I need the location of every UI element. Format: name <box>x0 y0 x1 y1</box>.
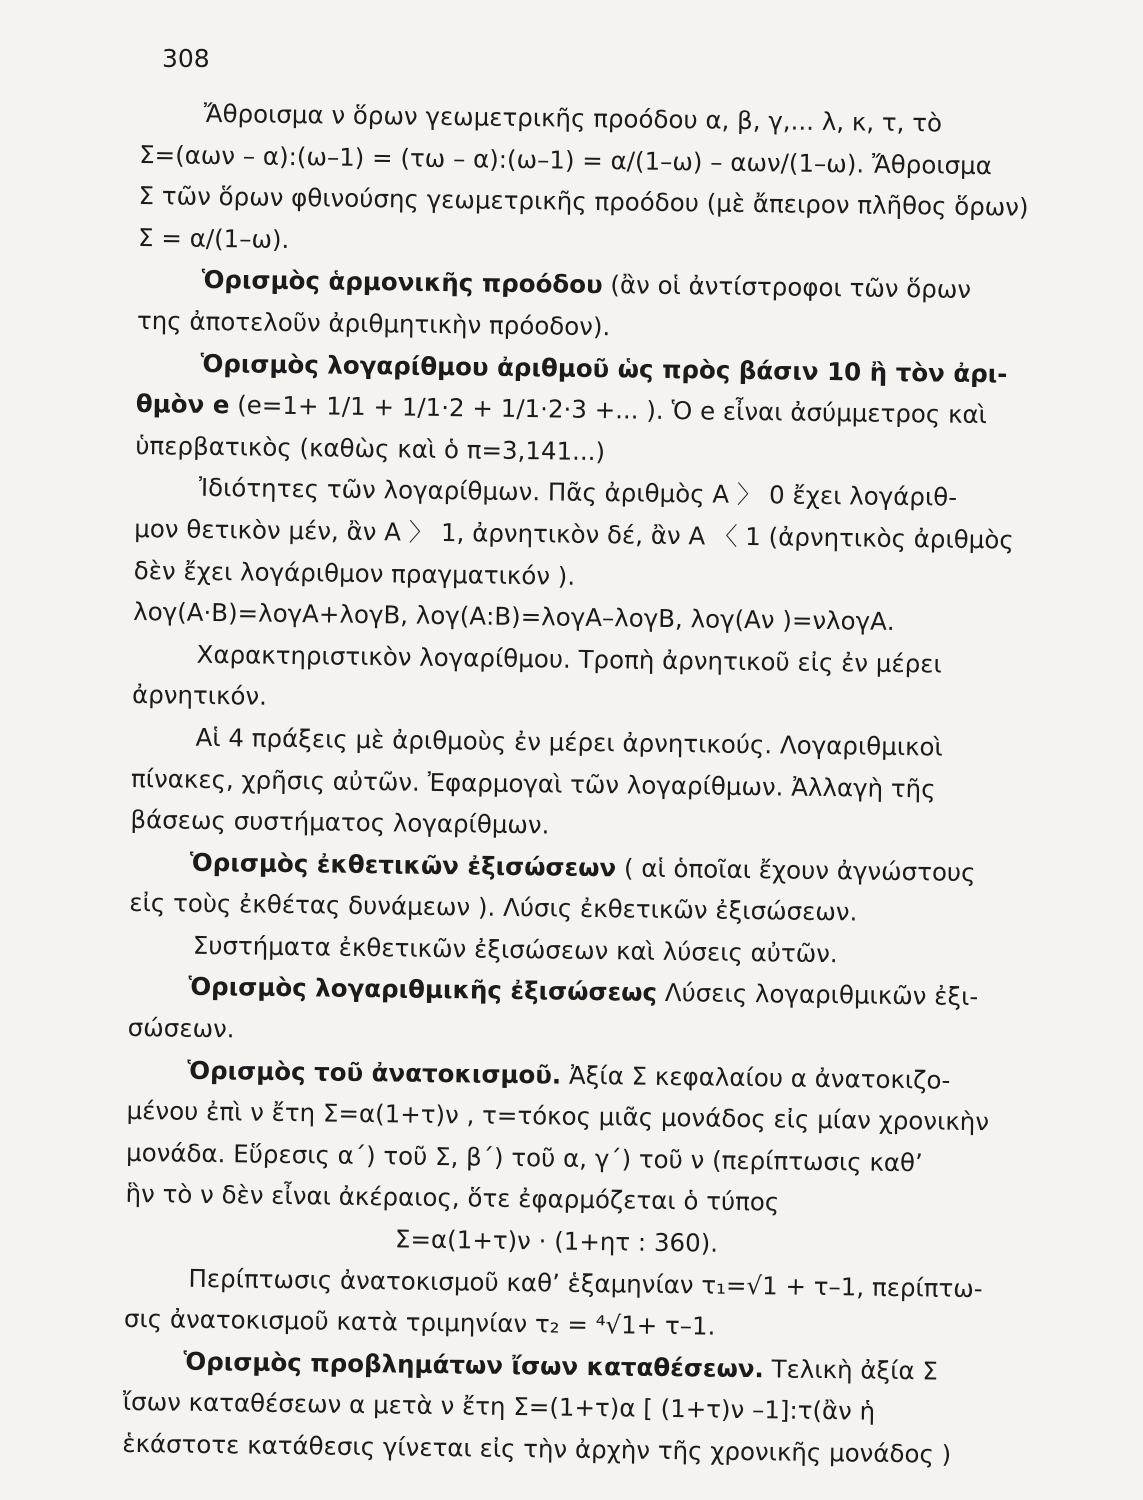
line-text: σώσεων. <box>127 1012 235 1044</box>
line-text: (e=1+ 1/1 + 1/1·2 + 1/1·2·3 +... ). Ὁ e εἶναι ἀσύμμετρος καὶ <box>229 390 988 430</box>
line-text: Ἄθροισμα ν ὅρων γεωμετρικῆς προόδου α, β, γ,... λ, κ, τ, τὸ <box>203 98 943 138</box>
line-text: σις ἀνατοκισμοῦ κατὰ τριμηνίαν τ₂ = ⁴√1+ τ–1. <box>123 1304 716 1341</box>
line-text: βάσεως συστήματος λογαρίθμων. <box>130 805 550 840</box>
line-text: Σ=α(1+τ)ν · (1+ητ : 360). <box>394 1224 719 1258</box>
page-body <box>122 92 1029 1476</box>
line-text: της ἀποτελοῦν ἀριθμητικὴν πρόοδον). <box>136 305 611 342</box>
line-text: ἴσων καταθέσεων α μετὰ ν ἔτη Σ=(1+τ)α [ (1+τ)ν –1]:τ(ἂν ἡ <box>122 1387 876 1427</box>
line-text: Ἀξία Σ κεφαλαίου α ἀνατοκιζο- <box>561 1060 951 1095</box>
line-text: πίνακες, χρῆσις αὐτῶν. Ἐφαρμογαὶ τῶν λογαρίθμων. Ἀλλαγὴ τῆς <box>130 763 936 803</box>
line-text: δὲν ἔχει λογάριθμον πραγματικόν ). <box>133 555 576 591</box>
line-text: Σ = α/(1–ω). <box>137 222 290 254</box>
line-text: ( αἱ ὁποῖαι ἔχουν ἀγνώστους <box>615 852 976 887</box>
section-heading: Ὁρισμὸς ἐκθετικῶν ἐξισώσεων <box>189 847 617 882</box>
line-text: ἣν τὸ ν δὲν εἶναι ἀκέραιος, ὅτε ἐφαρμόζεται ὁ τύπος <box>125 1179 780 1217</box>
line-text: Ἰδιότητες τῶν λογαρίθμων. Πᾶς ἀριθμὸς Α 〉 0 ἔχει λογάριθ- <box>198 473 958 513</box>
page-number: 308 <box>162 44 210 73</box>
line-text: Αἱ 4 πράξεις μὲ ἀριθμοὺς ἐν μέρει ἀρνητικούς. Λογαριθμικοὶ <box>195 722 943 762</box>
line-text: εἰς τοὺς ἐκθέτας δυνάμεων ). Λύσις ἐκθετικῶν ἐξισώσεων. <box>129 888 858 927</box>
line-text: μένου ἐπὶ ν ἔτη Σ=α(1+τ)ν , τ=τόκος μιᾶς μονάδος εἰς μίαν χρονικὴν <box>126 1096 990 1137</box>
section-heading: θμὸν e <box>135 389 230 420</box>
line-text: Σ τῶν ὅρων φθινούσης γεωμετρικῆς προόδου (μὲ ἄπειρον πλῆθος ὅρων) <box>138 181 1029 222</box>
line-text: Τελικὴ ἀξία Σ <box>763 1354 939 1386</box>
line-text: μονάδα. Εὕρεσις α΄) τοῦ Σ, β΄) τοῦ α, γ΄) τοῦ ν (περίπτωσις καθ’ <box>125 1137 924 1178</box>
section-heading: Ὁρισμὸς λογαρίθμου ἀριθμοῦ ὡς πρὸς βάσιν 10 ἢ τὸν ἀρι- <box>200 348 1008 388</box>
section-heading: Ὁρισμὸς τοῦ ἀνατοκισμοῦ. <box>187 1055 562 1090</box>
line-text: ἀρνητικόν. <box>131 680 268 712</box>
line-text: Συστήματα ἐκθετικῶν ἐξισώσεων καὶ λύσεις αὐτῶν. <box>192 930 838 969</box>
line-text: λογ(Α·Β)=λογΑ+λογΒ, λογ(Α:Β)=λογΑ–λογΒ, λογ(Αν )=νλογΑ. <box>133 597 895 637</box>
section-heading: Ὁρισμὸς ἁρμονικῆς προόδου <box>201 265 603 300</box>
line-text: Σ=(αων – α):(ω–1) = (τω – α):(ω–1) = α/(1–ω) – αων/(1–ω). Ἄθροισμα <box>138 139 993 180</box>
line-text: ἑκάστοτε κατάθεσις γίνεται εἰς τὴν ἀρχὴν τῆς χρονικῆς μονάδος ) <box>122 1428 952 1469</box>
line-text: Λύσεις λογαριθμικῶν ἐξι- <box>656 978 979 1012</box>
line-text: (ἂν οἱ ἀντίστροφοι τῶν ὅρων <box>602 270 972 305</box>
section-heading: Ὁρισμὸς λογαριθμικῆς ἐξισώσεως <box>188 972 658 1008</box>
line-text: μον θετικὸν μέν, ἂν Α 〉 1, ἀρνητικὸν δέ, ἂν Α 〈 1 (ἀρνητικὸς ἀριθμὸς <box>134 513 1014 555</box>
line-text: Χαρακτηριστικὸν λογαρίθμου. Τροπὴ ἀρνητικοῦ εἰς ἐν μέρει <box>196 639 942 679</box>
section-heading: Ὁρισμὸς προβλημάτων ἴσων καταθέσεων. <box>183 1346 765 1384</box>
line-text: ὑπερβατικὸς (καθὼς καὶ ὁ π=3,141...) <box>135 430 606 466</box>
line-text: Περίπτωσις ἀνατοκισμοῦ καθ’ ἑξαμηνίαν τ₁=√1 + τ–1, περίπτω- <box>188 1263 983 1303</box>
